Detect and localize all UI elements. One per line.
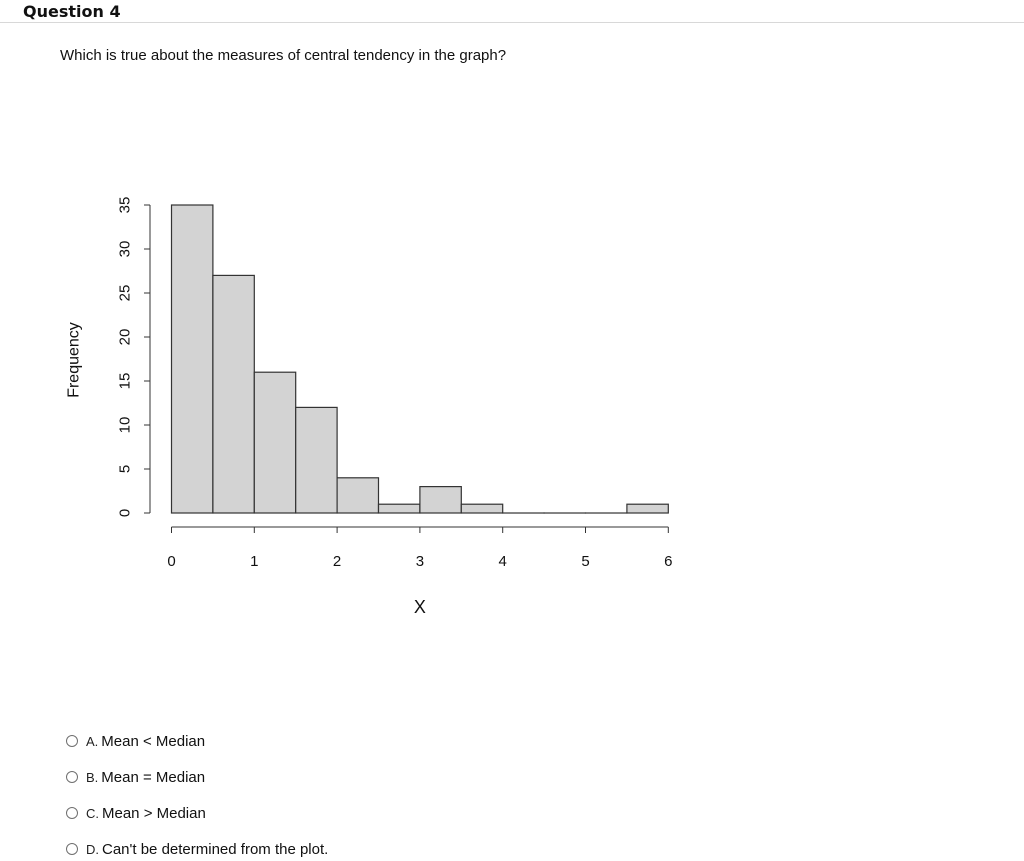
y-tick-label: 10 bbox=[116, 416, 134, 434]
answer-letter-a: A. bbox=[86, 733, 99, 749]
radio-button-d[interactable] bbox=[66, 843, 78, 855]
histogram-bar bbox=[213, 275, 254, 513]
y-tick-label: 0 bbox=[116, 508, 134, 518]
y-tick-label: 5 bbox=[116, 464, 134, 474]
answer-option-b[interactable] bbox=[66, 766, 205, 788]
histogram-bar bbox=[627, 504, 668, 513]
histogram-bar bbox=[337, 478, 378, 513]
x-tick-label: 6 bbox=[664, 553, 673, 570]
question-title: Question 4 bbox=[23, 2, 121, 21]
x-tick-label: 5 bbox=[581, 553, 590, 570]
answer-text-c: Mean > Median bbox=[102, 804, 206, 822]
radio-button-a[interactable] bbox=[66, 735, 78, 747]
histogram-bar bbox=[420, 487, 461, 513]
y-axis-label: Frequency bbox=[65, 322, 83, 398]
answer-letter-c: C. bbox=[86, 805, 99, 821]
y-tick-label: 35 bbox=[116, 196, 134, 214]
answer-option-d[interactable] bbox=[66, 838, 328, 860]
histogram-bar bbox=[379, 504, 420, 513]
y-tick-label: 25 bbox=[116, 284, 134, 302]
histogram-bar bbox=[461, 504, 502, 513]
question-prompt: Which is true about the measures of central tendency in the graph? bbox=[60, 47, 507, 64]
answer-option-c[interactable] bbox=[66, 802, 206, 824]
radio-button-c[interactable] bbox=[66, 807, 78, 819]
y-tick-label: 30 bbox=[116, 240, 134, 258]
y-tick-label: 15 bbox=[116, 372, 134, 390]
answer-text-a: Mean < Median bbox=[101, 732, 206, 750]
x-tick-label: 3 bbox=[415, 553, 425, 570]
answer-letter-d: D. bbox=[86, 841, 99, 857]
histogram-bar bbox=[296, 407, 337, 513]
x-tick-label: 0 bbox=[167, 553, 176, 570]
x-axis-label: X bbox=[413, 597, 426, 617]
histogram-bar bbox=[254, 372, 295, 513]
answer-option-a[interactable] bbox=[66, 730, 205, 752]
answer-letter-b: B. bbox=[86, 769, 99, 785]
answer-text-b: Mean = Median bbox=[101, 768, 206, 786]
answer-text-d: Can't be determined from the plot. bbox=[102, 840, 329, 858]
histogram-bar bbox=[172, 205, 213, 513]
x-tick-label: 1 bbox=[250, 553, 259, 570]
x-tick-label: 4 bbox=[498, 553, 507, 570]
x-tick-label: 2 bbox=[332, 553, 342, 570]
radio-button-b[interactable] bbox=[66, 771, 78, 783]
y-tick-label: 20 bbox=[116, 328, 134, 346]
